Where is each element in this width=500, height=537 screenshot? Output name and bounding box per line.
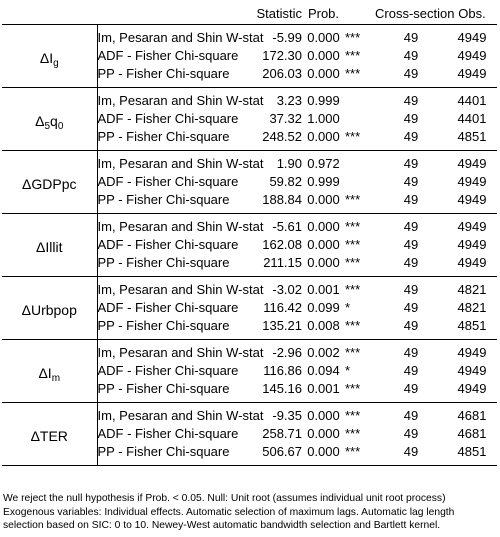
- significance-cell: ***: [345, 219, 361, 234]
- prob-cell: 0.000: [307, 48, 340, 63]
- cross-section-cell: 49: [403, 93, 419, 108]
- cross-section-cell: 49: [403, 426, 419, 441]
- variable-group: [2, 340, 497, 403]
- header-prob: Prob.: [302, 4, 345, 25]
- test-name-cell: Im, Pesaran and Shin W-stat: [97, 282, 264, 297]
- obs-cell: 4851: [457, 129, 487, 144]
- significance-cell: ***: [345, 255, 361, 270]
- significance-cell: [345, 110, 375, 128]
- significance-cell: ***: [345, 345, 361, 360]
- statistic-cell: 162.08: [262, 237, 302, 252]
- significance-cell: ***: [345, 444, 361, 459]
- statistic-cell: 172.30: [262, 48, 302, 63]
- obs-cell: 4401: [457, 111, 487, 126]
- statistic-cell: 3.23: [276, 93, 302, 108]
- obs-cell: 4949: [457, 363, 487, 378]
- prob-cell: 0.094: [307, 363, 340, 378]
- variable-label: ΔI: [38, 365, 52, 381]
- significance-cell: ***: [345, 192, 361, 207]
- test-name-cell: PP - Fisher Chi-square: [97, 381, 230, 396]
- cross-section-cell: 49: [403, 156, 419, 171]
- statistic-cell: 145.16: [262, 381, 302, 396]
- statistic-cell: 135.21: [262, 318, 302, 333]
- test-name-cell: ADF - Fisher Chi-square: [97, 174, 239, 189]
- obs-cell: 4949: [457, 174, 487, 189]
- header-significance: [345, 4, 375, 25]
- table-row: [2, 88, 497, 111]
- significance-cell: *: [345, 300, 351, 315]
- prob-cell: 0.001: [307, 282, 340, 297]
- obs-cell: 4681: [457, 426, 487, 441]
- statistic-cell: 116.86: [263, 363, 302, 378]
- variable-group: [2, 88, 497, 151]
- variable-group: [2, 403, 497, 466]
- obs-cell: 4949: [457, 219, 487, 234]
- variable-name: [2, 403, 97, 466]
- statistic-cell: 211.15: [263, 255, 302, 270]
- significance-cell: ***: [345, 318, 361, 333]
- cross-section-cell: 49: [403, 48, 419, 63]
- test-name-cell: ADF - Fisher Chi-square: [97, 300, 239, 315]
- cross-section-cell: 49: [403, 30, 419, 45]
- test-name-cell: PP - Fisher Chi-square: [97, 255, 230, 270]
- variable-subscript: 5: [44, 121, 51, 132]
- statistic-cell: 116.42: [263, 300, 302, 315]
- statistic-cell: -2.96: [272, 345, 302, 360]
- statistic-cell: 206.03: [262, 66, 302, 81]
- table-row: [2, 340, 497, 363]
- prob-cell: 0.972: [307, 156, 340, 171]
- variable-label: ΔGDPpc: [22, 176, 77, 192]
- obs-cell: 4851: [457, 318, 487, 333]
- statistic-cell: 59.82: [269, 174, 302, 189]
- significance-cell: [345, 173, 375, 191]
- prob-cell: 0.001: [307, 381, 340, 396]
- statistic-cell: 188.84: [262, 192, 302, 207]
- prob-cell: 0.008: [307, 318, 340, 333]
- test-name-cell: Im, Pesaran and Shin W-stat: [97, 30, 264, 45]
- table-row: [2, 151, 497, 174]
- cross-section-cell: 49: [403, 345, 419, 360]
- prob-cell: 0.000: [307, 219, 340, 234]
- header-statistic: Statistic: [237, 4, 302, 25]
- significance-cell: ***: [345, 381, 361, 396]
- variable-group: [2, 25, 497, 88]
- variable-name: [2, 340, 97, 403]
- variable-name: [2, 88, 97, 151]
- test-name-cell: ADF - Fisher Chi-square: [97, 426, 239, 441]
- test-name-cell: PP - Fisher Chi-square: [97, 66, 230, 81]
- cross-section-cell: 49: [403, 300, 419, 315]
- prob-cell: 0.000: [307, 408, 340, 423]
- variable-name: [2, 151, 97, 214]
- significance-cell: ***: [345, 282, 361, 297]
- obs-cell: 4949: [457, 30, 487, 45]
- table-footnote: [3, 492, 497, 533]
- variable-subscript: g: [53, 58, 59, 69]
- prob-cell: 0.000: [307, 30, 340, 45]
- prob-cell: 1.000: [307, 111, 340, 126]
- significance-cell: ***: [345, 30, 361, 45]
- significance-cell: ***: [345, 129, 361, 144]
- unit-root-results-table: [2, 4, 497, 466]
- significance-cell: ***: [345, 237, 361, 252]
- obs-cell: 4851: [457, 444, 487, 459]
- test-name-cell: Im, Pesaran and Shin W-stat: [97, 93, 264, 108]
- statistic-cell: 1.90: [276, 156, 302, 171]
- statistic-cell: 248.52: [262, 129, 302, 144]
- obs-cell: 4949: [457, 237, 487, 252]
- table-row: [2, 403, 497, 426]
- variable-label: Δ: [35, 113, 45, 129]
- test-name-cell: Im, Pesaran and Shin W-stat: [97, 156, 264, 171]
- test-name-cell: ADF - Fisher Chi-square: [97, 237, 239, 252]
- cross-section-cell: 49: [403, 237, 419, 252]
- variable-label: ΔIllit: [36, 239, 63, 255]
- variable-group: [2, 214, 497, 277]
- footnote-exogenous-variables: Exogenous variables: Individual effects. Automatic selection of maximum lags. Automatic lag length selection based on SIC: 0 to 10. Newey-West automatic bandwidth selection and Bartlett kernel.: [3, 506, 455, 531]
- obs-cell: 4401: [457, 93, 487, 108]
- cross-section-cell: 49: [403, 381, 419, 396]
- obs-cell: 4821: [457, 282, 487, 297]
- prob-cell: 0.000: [307, 192, 340, 207]
- test-name-cell: PP - Fisher Chi-square: [97, 192, 230, 207]
- variable-name: [2, 277, 97, 340]
- table-row: [2, 277, 497, 300]
- statistic-cell: -5.61: [272, 219, 302, 234]
- footnote-null-hypothesis: We reject the null hypothesis if Prob. < 0.05. Null: Unit root (assumes individual unit root process): [3, 493, 446, 504]
- variable-name: [2, 214, 97, 277]
- cross-section-cell: 49: [403, 66, 419, 81]
- header-obs: Obs.: [447, 4, 497, 25]
- significance-cell: ***: [345, 48, 361, 63]
- variable-label: ΔTER: [30, 428, 68, 444]
- header-test: [97, 4, 237, 25]
- statistic-cell: -3.02: [272, 282, 302, 297]
- test-name-cell: PP - Fisher Chi-square: [97, 129, 230, 144]
- significance-cell: ***: [345, 408, 361, 423]
- obs-cell: 4949: [457, 381, 487, 396]
- prob-cell: 0.000: [307, 237, 340, 252]
- statistic-cell: 506.67: [262, 444, 302, 459]
- obs-cell: 4949: [457, 255, 487, 270]
- cross-section-cell: 49: [403, 408, 419, 423]
- obs-cell: 4949: [457, 345, 487, 360]
- variable-group: [2, 151, 497, 214]
- obs-cell: 4949: [457, 192, 487, 207]
- variable-label: ΔI: [39, 50, 54, 66]
- cross-section-cell: 49: [403, 192, 419, 207]
- statistic-cell: -5.99: [272, 30, 302, 45]
- statistic-cell: -9.35: [272, 408, 302, 423]
- cross-section-cell: 49: [403, 444, 419, 459]
- table-row: [2, 214, 497, 237]
- statistic-cell: 37.32: [269, 111, 302, 126]
- variable-group: [2, 277, 497, 340]
- cross-section-cell: 49: [403, 282, 419, 297]
- obs-cell: 4681: [457, 408, 487, 423]
- statistic-cell: 258.71: [262, 426, 302, 441]
- prob-cell: 0.000: [307, 426, 340, 441]
- header-variable: [2, 4, 97, 25]
- cross-section-cell: 49: [403, 129, 419, 144]
- prob-cell: 0.000: [307, 129, 340, 144]
- table-row: [2, 25, 497, 48]
- variable-label: ΔUrbpop: [21, 302, 77, 318]
- test-name-cell: Im, Pesaran and Shin W-stat: [97, 408, 264, 423]
- test-name-cell: ADF - Fisher Chi-square: [97, 48, 239, 63]
- test-name-cell: ADF - Fisher Chi-square: [97, 111, 239, 126]
- significance-cell: ***: [345, 66, 361, 81]
- header-cross-section: Cross-section: [375, 4, 447, 25]
- significance-cell: [345, 88, 375, 111]
- test-name-cell: ADF - Fisher Chi-square: [97, 363, 239, 378]
- cross-section-cell: 49: [403, 174, 419, 189]
- cross-section-cell: 49: [403, 111, 419, 126]
- obs-cell: 4949: [457, 156, 487, 171]
- prob-cell: 0.099: [307, 300, 340, 315]
- prob-cell: 0.000: [307, 255, 340, 270]
- table-header: [2, 4, 497, 25]
- significance-cell: ***: [345, 426, 361, 441]
- prob-cell: 0.999: [307, 93, 340, 108]
- significance-cell: *: [345, 363, 351, 378]
- test-name-cell: Im, Pesaran and Shin W-stat: [97, 345, 264, 360]
- cross-section-cell: 49: [403, 363, 419, 378]
- obs-cell: 4949: [457, 66, 487, 81]
- prob-cell: 0.000: [307, 66, 340, 81]
- cross-section-cell: 49: [403, 219, 419, 234]
- obs-cell: 4949: [457, 48, 487, 63]
- cross-section-cell: 49: [403, 318, 419, 333]
- variable-subscript: m: [51, 373, 61, 384]
- variable-subscript-tail: 0: [57, 121, 64, 132]
- significance-cell: [345, 151, 375, 174]
- test-name-cell: PP - Fisher Chi-square: [97, 318, 230, 333]
- test-name-cell: PP - Fisher Chi-square: [97, 444, 230, 459]
- prob-cell: 0.002: [307, 345, 340, 360]
- obs-cell: 4821: [457, 300, 487, 315]
- prob-cell: 0.000: [307, 444, 340, 459]
- prob-cell: 0.999: [307, 174, 340, 189]
- cross-section-cell: 49: [403, 255, 419, 270]
- variable-name: [2, 25, 97, 88]
- variable-label-tail: q: [50, 113, 58, 129]
- test-name-cell: Im, Pesaran and Shin W-stat: [97, 219, 264, 234]
